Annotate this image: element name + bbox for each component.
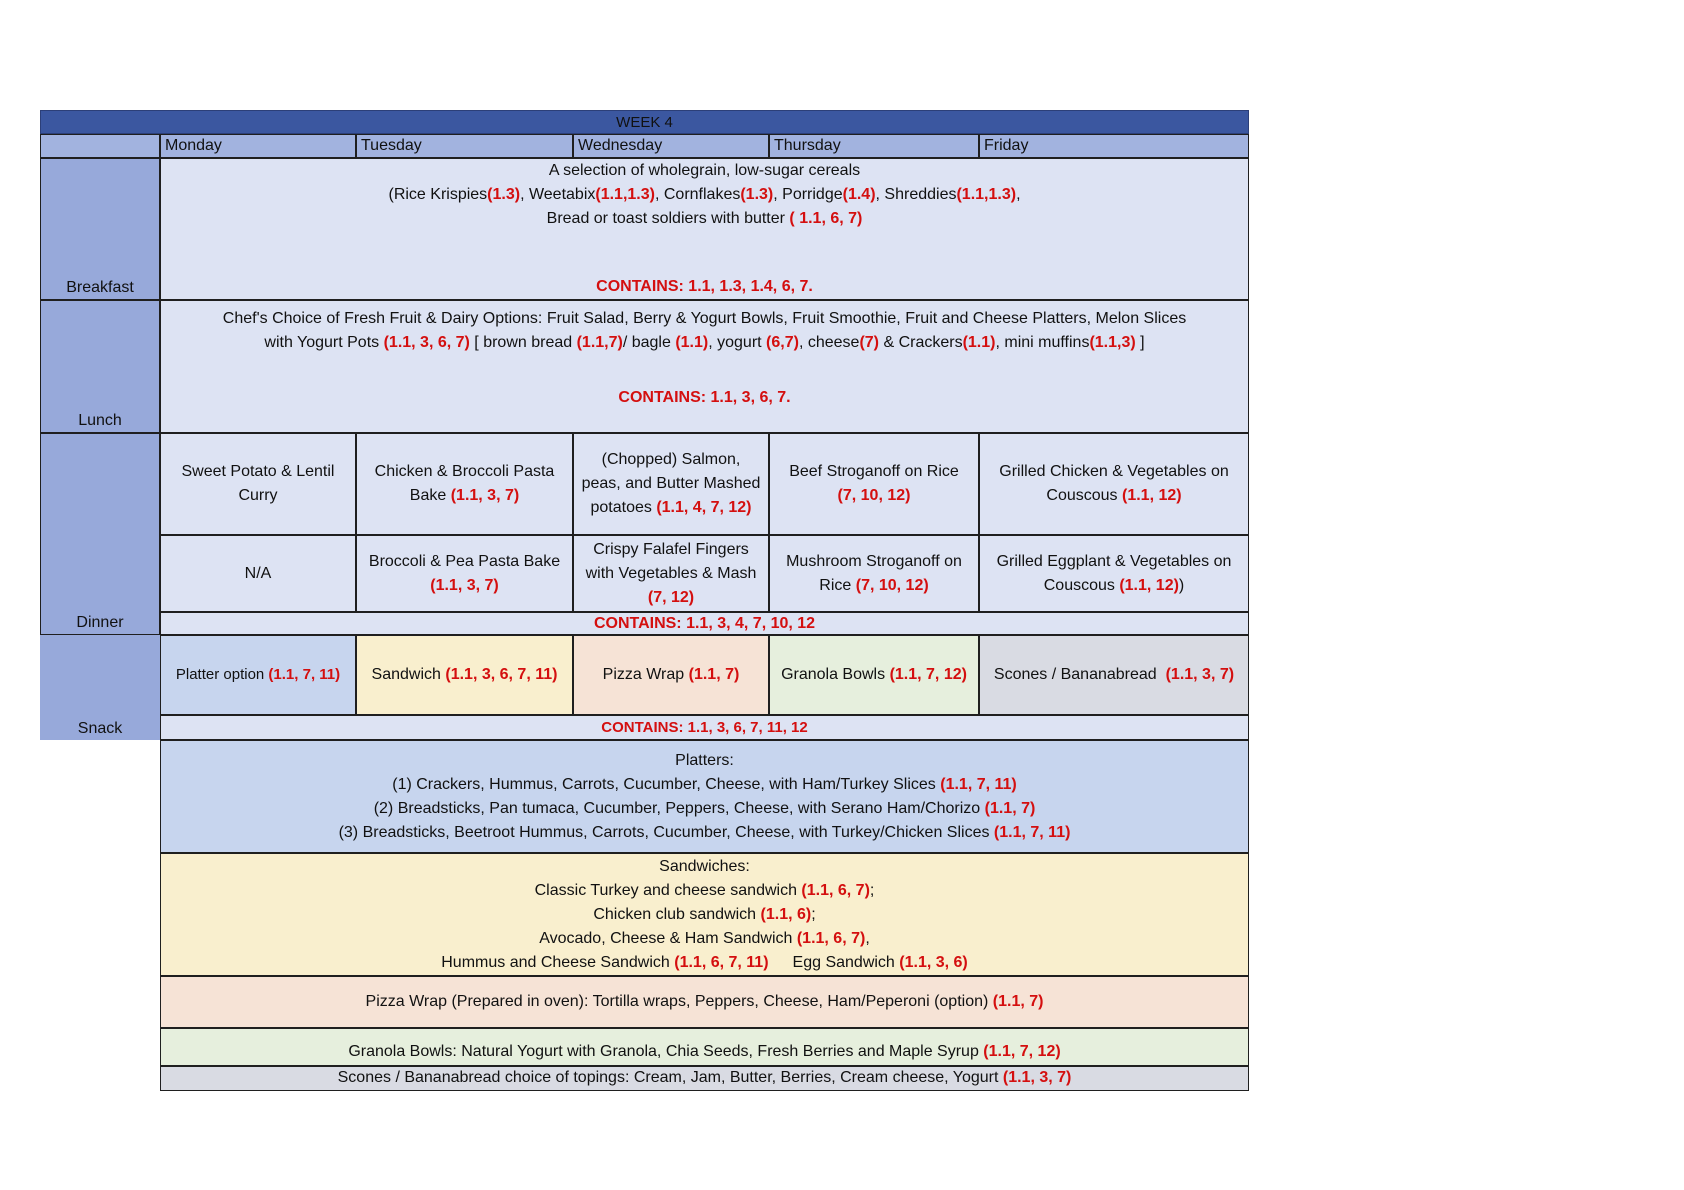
dinner-tuesday-2: Broccoli & Pea Pasta Bake (1.1, 3, 7): [356, 535, 573, 612]
sandwiches-line-4: Hummus and Cheese Sandwich (1.1, 6, 7, 11) Egg Sandwich (1.1, 3, 6): [441, 953, 968, 971]
dinner-monday-1: Sweet Potato & Lentil Curry: [160, 433, 356, 535]
dinner-contains: CONTAINS: 1.1, 3, 4, 7, 10, 12: [160, 612, 1249, 635]
snack-thursday: Granola Bowls (1.1, 7, 12): [769, 635, 979, 715]
sandwiches-line-2: Chicken club sandwich (1.1, 6);: [593, 905, 816, 923]
snack-friday: Scones / Bananabread (1.1, 3, 7): [979, 635, 1249, 715]
snack-contains: CONTAINS: 1.1, 3, 6, 7, 11, 12: [160, 715, 1249, 740]
breakfast-cell: [160, 158, 1249, 300]
dinner-tuesday-1: Chicken & Broccoli Pasta Bake (1.1, 3, 7): [356, 433, 573, 535]
scones-section: [160, 1066, 1249, 1091]
platters-line-2: (2) Breadsticks, Pan tumaca, Cucumber, Peppers, Cheese, with Serano Ham/Chorizo (1.1, 7): [373, 799, 1036, 817]
pizza-wrap-line: Pizza Wrap (Prepared in oven): Tortilla wraps, Peppers, Cheese, Ham/Peperoni (option) (1.1, 7): [365, 993, 1044, 1010]
platters-heading: Platters:: [675, 751, 734, 769]
header-monday: Monday: [160, 134, 356, 158]
snack-wednesday: Pizza Wrap (1.1, 7): [573, 635, 769, 715]
header-wednesday: Wednesday: [573, 134, 769, 158]
header-blank: [40, 134, 160, 158]
sandwiches-heading: Sandwiches:: [659, 857, 750, 875]
dinner-monday-2: N/A: [160, 535, 356, 612]
snack-tuesday: Sandwich (1.1, 3, 6, 7, 11): [356, 635, 573, 715]
dinner-thursday-2: Mushroom Stroganoff on Rice (7, 10, 12): [769, 535, 979, 612]
header-tuesday: Tuesday: [356, 134, 573, 158]
dinner-wednesday-2: Crispy Falafel Fingers with Vegetables & Mash (7, 12): [573, 535, 769, 612]
header-friday: Friday: [979, 134, 1249, 158]
granola-section: [160, 1028, 1249, 1066]
sandwiches-section: [160, 853, 1249, 976]
row-label-dinner: Dinner: [40, 433, 160, 635]
row-label-lunch: Lunch: [40, 300, 160, 433]
breakfast-line-2: (Rice Krispies(1.3), Weetabix(1.1,1.3), Cornflakes(1.3), Porridge(1.4), Shreddies(1.1,1.3),: [388, 186, 1021, 203]
platters-line-3: (3) Breadsticks, Beetroot Hummus, Carrots, Cucumber, Cheese, with Turkey/Chicken Slices (1.1, 7, 11): [338, 823, 1071, 841]
dinner-friday-1: Grilled Chicken & Vegetables on Couscous (1.1, 12): [979, 433, 1249, 535]
dinner-wednesday-1: (Chopped) Salmon, peas, and Butter Mashed potatoes (1.1, 4, 7, 12): [573, 433, 769, 535]
sandwiches-line-1: Classic Turkey and cheese sandwich (1.1, 6, 7);: [534, 881, 875, 899]
week-title: WEEK 4: [40, 110, 1249, 134]
breakfast-line-1: A selection of wholegrain, low-sugar cereals: [548, 162, 861, 179]
breakfast-line-3: Bread or toast soldiers with butter ( 1.1, 6, 7): [546, 210, 863, 227]
dinner-thursday-1: Beef Stroganoff on Rice (7, 10, 12): [769, 433, 979, 535]
lunch-contains: CONTAINS: 1.1, 3, 6, 7.: [618, 389, 791, 406]
sandwiches-line-3: Avocado, Cheese & Ham Sandwich (1.1, 6, 7),: [539, 929, 870, 947]
platters-line-1: (1) Crackers, Hummus, Carrots, Cucumber, Cheese, with Ham/Turkey Slices (1.1, 7, 11): [392, 775, 1017, 793]
header-thursday: Thursday: [769, 134, 979, 158]
lunch-line-1: Chef's Choice of Fresh Fruit & Dairy Options: Fruit Salad, Berry & Yogurt Bowls, Fruit Smoothie, Fruit and Cheese Platters, Melon Slices: [222, 310, 1187, 327]
scones-line: Scones / Bananabread choice of topings: Cream, Jam, Butter, Berries, Cream cheese, Yogurt (1.1, 3, 7): [337, 1069, 1072, 1086]
snack-monday: Platter option (1.1, 7, 11): [160, 635, 356, 715]
platters-section: [160, 740, 1249, 853]
dinner-friday-2: Grilled Eggplant & Vegetables on Couscous (1.1, 12)): [979, 535, 1249, 612]
pizza-wrap-section: [160, 976, 1249, 1028]
row-label-breakfast: Breakfast: [40, 158, 160, 300]
row-label-snack: Snack: [40, 635, 160, 740]
granola-line: Granola Bowls: Natural Yogurt with Granola, Chia Seeds, Fresh Berries and Maple Syrup (1.1, 7, 12): [348, 1043, 1061, 1060]
breakfast-contains: CONTAINS: 1.1, 1.3, 1.4, 6, 7.: [596, 278, 813, 295]
lunch-line-2: with Yogurt Pots (1.1, 3, 6, 7) [ brown bread (1.1,7)/ bagle (1.1), yogurt (6,7), cheese(7) & Crackers(1.1), mini muffins(1.1,3) ]: [264, 334, 1145, 351]
lunch-cell: [160, 300, 1249, 433]
